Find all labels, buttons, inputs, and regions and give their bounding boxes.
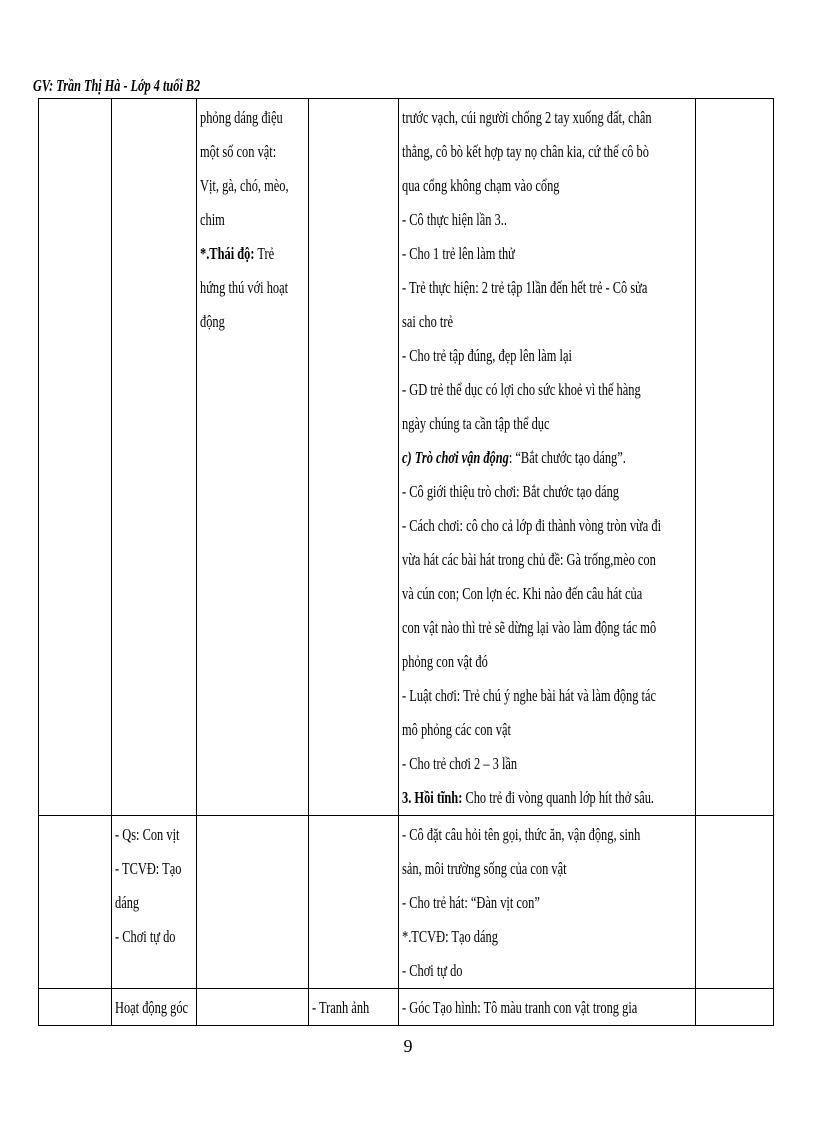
text-line: sản, môi trường sống của con vật: [402, 859, 567, 878]
table-row: [39, 816, 774, 989]
text-line: - Luật chơi: Trẻ chú ý nghe bài hát và làm động tác: [402, 686, 657, 705]
text-line: chim: [200, 210, 225, 229]
calm-rest: Cho trẻ đi vòng quanh lớp hít thở sâu.: [462, 788, 655, 807]
cell-col6: [696, 989, 774, 1026]
text-line: qua cổng không chạm vào cổng: [402, 176, 560, 195]
text-line: phỏng con vật đó: [402, 652, 488, 671]
attitude-label: *.Thái độ:: [200, 244, 255, 263]
text-line: ngày chúng ta cần tập thể dục: [402, 414, 550, 433]
text-line: - Cách chơi: cô cho cả lớp đi thành vòng tròn vừa đi: [402, 516, 662, 535]
text-line: - Cô giới thiệu trò chơi: Bắt chước tạo dáng: [402, 482, 620, 501]
cell-col6: [696, 99, 774, 816]
cell-activities: [399, 99, 696, 816]
text-line: một số con vật:: [200, 142, 277, 161]
cell-col3: [197, 816, 309, 989]
cell-corner-activity: [112, 989, 197, 1026]
cell-col6: [696, 816, 774, 989]
text-line: thẳng, cô bò kết hợp tay nọ chân kia, cứ thế cô bò: [402, 142, 649, 161]
page-header: GV: Trần Thị Hà - Lớp 4 tuổi B2: [33, 76, 201, 95]
text-line: - Cho trẻ hát: “Đàn vịt con”: [402, 893, 540, 912]
text-line: - Qs: Con vịt: [115, 825, 180, 844]
text-line: sai cho trẻ: [402, 312, 453, 331]
cell-col1: [39, 989, 112, 1026]
text-line: mô phỏng các con vật: [402, 720, 511, 739]
text-line: - Góc Tạo hình: Tô màu tranh con vật trong gia: [402, 998, 638, 1017]
text-line: động: [200, 312, 225, 331]
text-line: trước vạch, cúi người chống 2 tay xuống đất, chân: [402, 108, 652, 127]
text-line: phỏng dáng điệu: [200, 108, 283, 127]
text-line: hứng thú với hoạt: [200, 278, 289, 297]
game-title: c) Trò chơi vận động: [402, 448, 509, 467]
text-line: - Trẻ thực hiện: 2 trẻ tập 1lần đến hết trẻ - Cô sửa: [402, 278, 648, 297]
cell-col4: [309, 99, 399, 816]
text-line: con vật nào thì trẻ sẽ dừng lại vào làm động tác mô: [402, 618, 657, 637]
text-line: - Cô đặt câu hỏi tên gọi, thức ăn, vận động, sinh: [402, 825, 641, 844]
cell-col1: [39, 99, 112, 816]
cell-corner-activities: [399, 989, 696, 1026]
lesson-plan-table: [38, 98, 774, 1026]
text-line: dáng: [115, 893, 140, 912]
text-line: - Chơi tự do: [402, 961, 463, 980]
calm-title: 3. Hồi tĩnh:: [402, 788, 463, 807]
cell-outdoor: [112, 816, 197, 989]
text-line: - Chơi tự do: [115, 927, 176, 946]
text-line: - Cho trẻ chơi 2 – 3 lần: [402, 754, 518, 773]
attitude-rest: Trẻ: [254, 244, 275, 263]
text-line: và cún con; Con lợn éc. Khi nào đến câu hát của: [402, 584, 643, 603]
game-name: : “Bắt chước tạo dáng”.: [508, 448, 626, 467]
calm-line: [402, 781, 655, 815]
attitude-line: [200, 237, 277, 271]
cell-col2: [112, 99, 197, 816]
text-line: - Cho 1 trẻ lên làm thử: [402, 244, 515, 263]
text-line: - Cô thực hiện lần 3..: [402, 210, 507, 229]
table-row: [39, 99, 774, 816]
table-row: [39, 989, 774, 1026]
cell-col3: [197, 989, 309, 1026]
cell-col1: [39, 816, 112, 989]
game-heading: [402, 441, 626, 475]
cell-outdoor-activities: [399, 816, 696, 989]
cell-materials: [309, 989, 399, 1026]
text-line: - GD trẻ thể dục có lợi cho sức khoẻ vì thế hàng: [402, 380, 641, 399]
text-line: - TCVĐ: Tạo: [115, 859, 182, 878]
page-number: 9: [403, 1036, 413, 1056]
text-line: Vịt, gà, chó, mèo,: [200, 176, 289, 195]
text-line: - Cho trẻ tập đúng, đẹp lên làm lại: [402, 346, 572, 365]
cell-objectives: [197, 99, 309, 816]
text-line: Hoạt động góc: [115, 998, 189, 1017]
cell-col4: [309, 816, 399, 989]
text-line: *.TCVĐ: Tạo dáng: [402, 927, 498, 946]
text-line: vừa hát các bài hát trong chủ đề: Gà trống,mèo con: [402, 550, 656, 569]
text-line: - Tranh ảnh: [312, 998, 370, 1017]
